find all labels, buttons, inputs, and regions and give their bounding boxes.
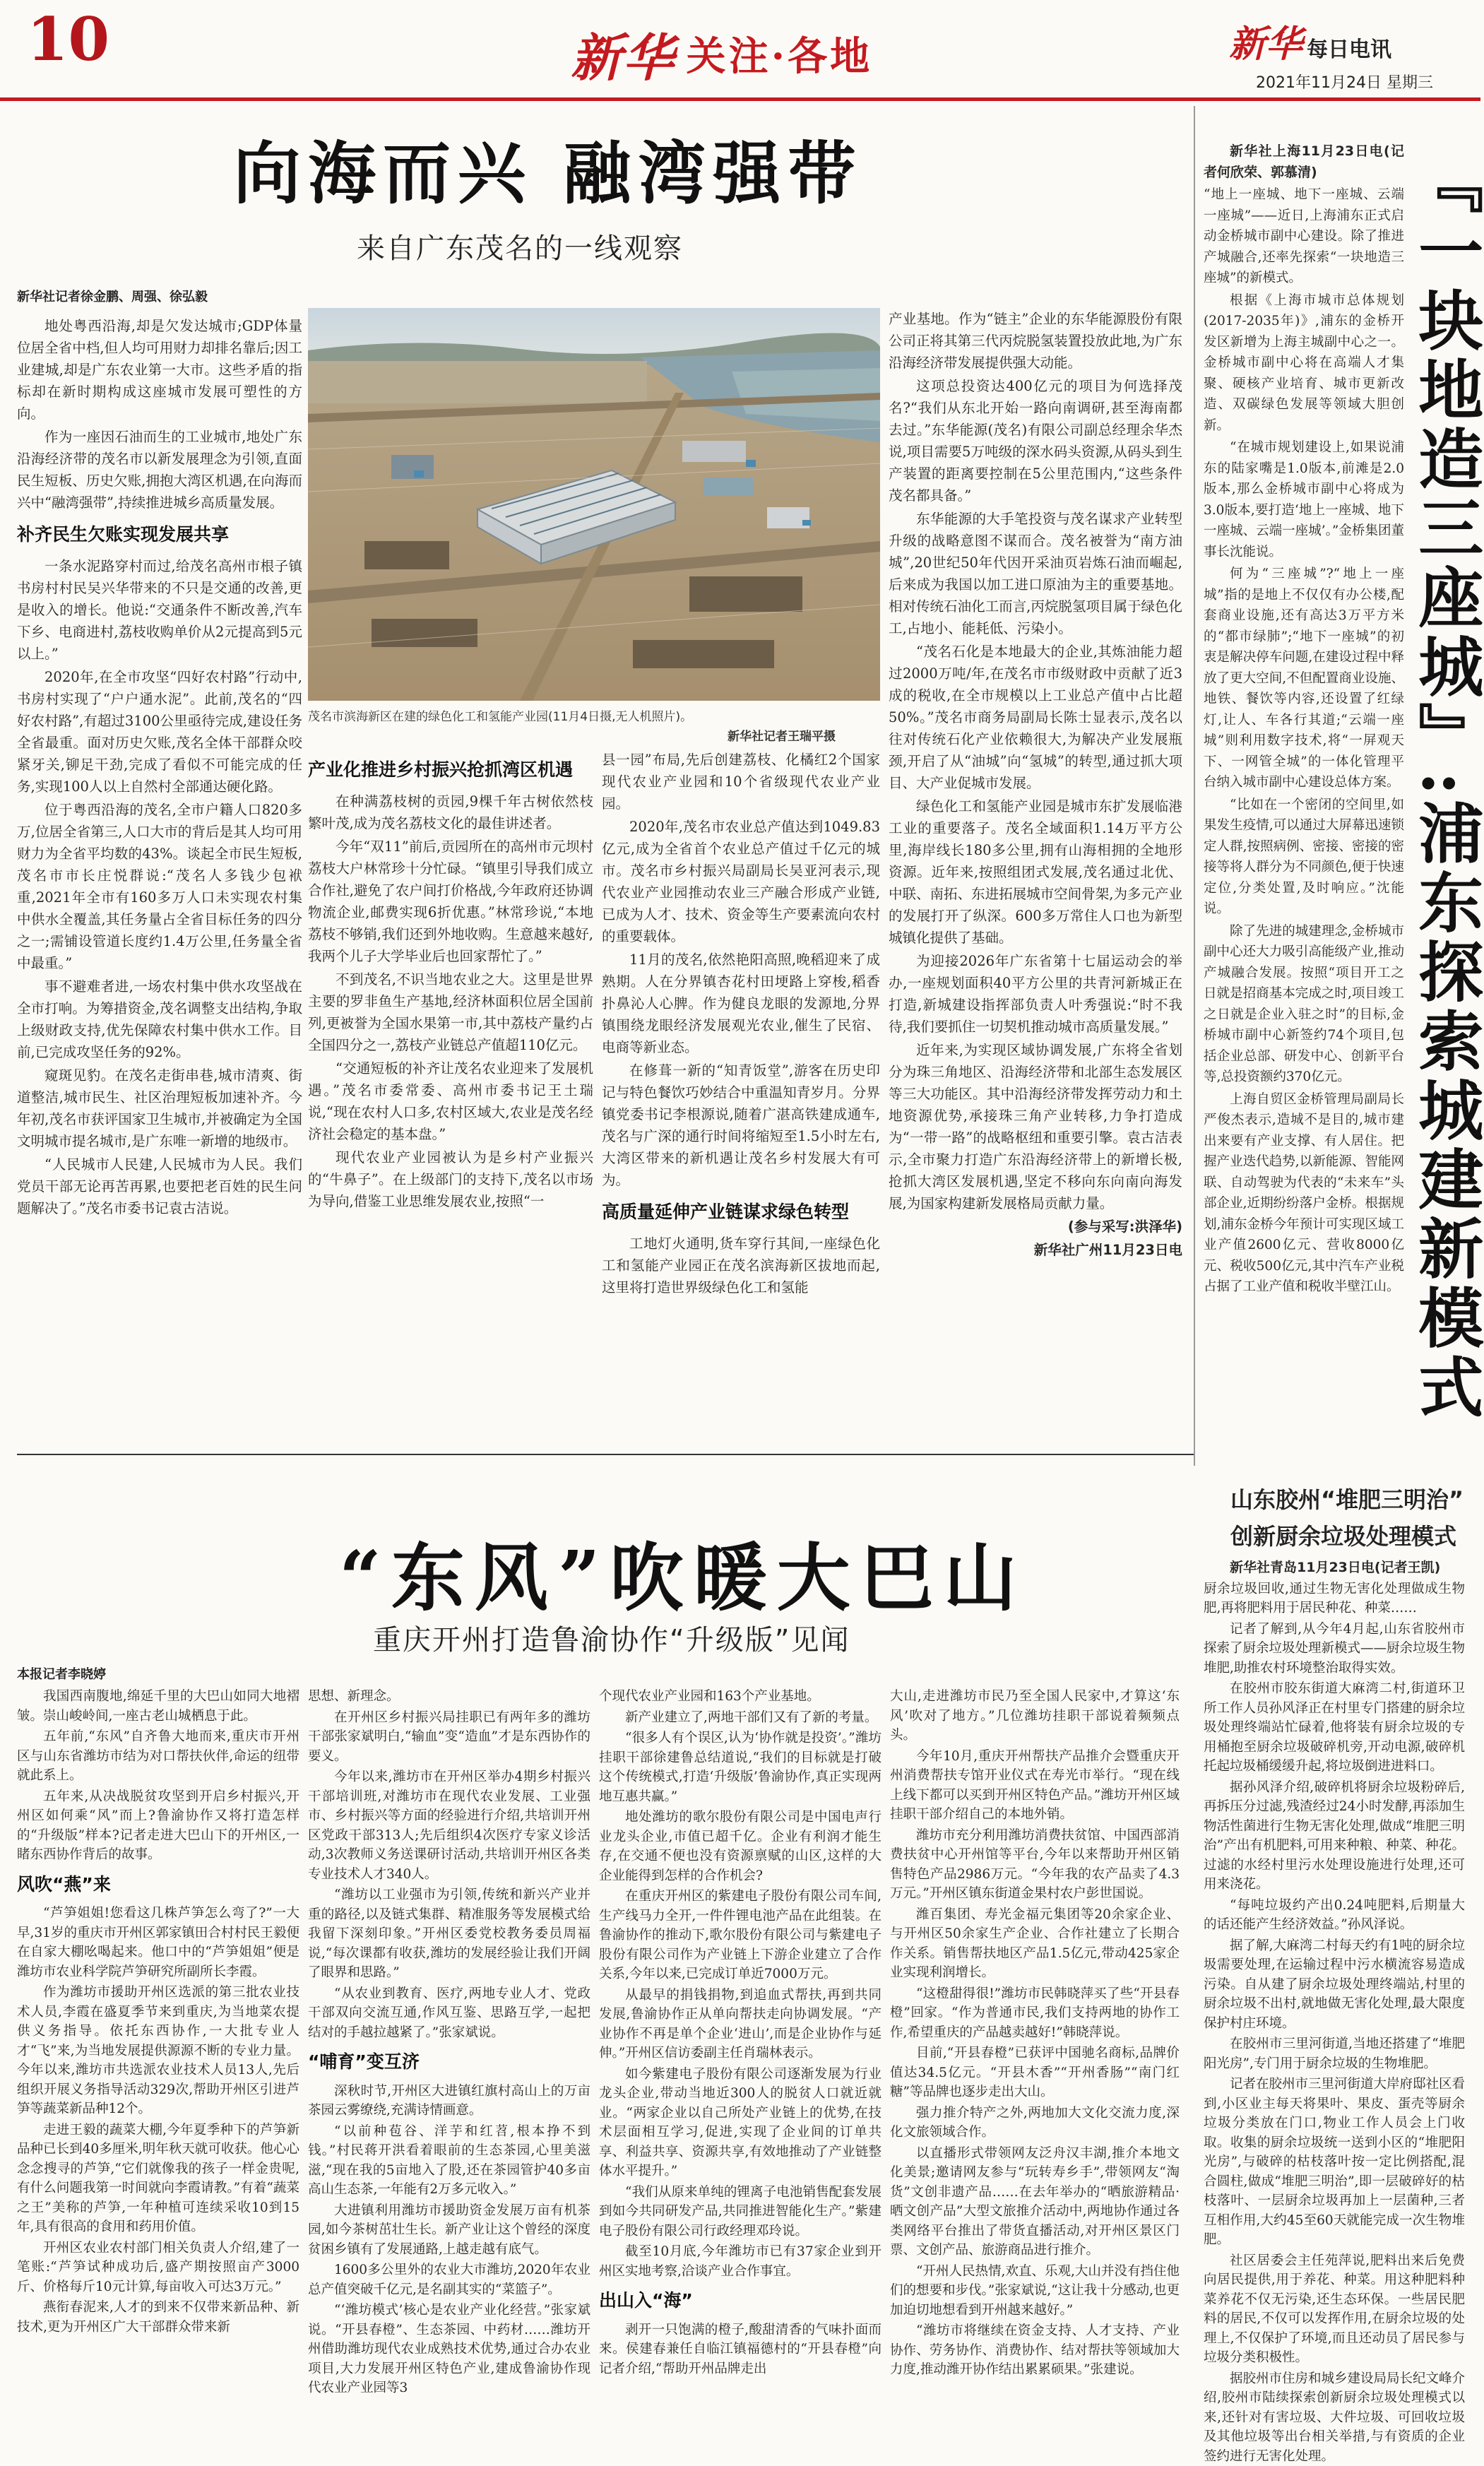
column-divider [1194,106,1195,1466]
article2-title-part1: 『一块地造三座城』: [1408,148,1484,800]
article4-title-line1: 山东胶州“堆肥三明治” [1230,1482,1464,1514]
subheading: 补齐民生欠账实现发展共享 [17,523,302,545]
subheading: 风吹“燕”来 [17,1875,299,1895]
paragraph: 不到茂名,不识当地农业之大。这里是世界主要的罗非鱼生产基地,经济林面积位居全国前列,更被誉为全国水果第一市,其中荔枝产量约占全国四分之一,荔枝产业链总产值超110亿元。 [308,968,593,1056]
paragraph: “‘潍坊模式’核心是农业产业化经营。”张家斌说。“开县春橙”、生态茶园、中药材……潍坊开州借助潍坊现代农业成熟技术优势,通过合办农业项目,大力发展开州区特色产业,建成鲁渝协作现代农业产业园等3 [308,2301,590,2398]
paragraph: 据了解,大麻湾二村每天约有1吨的厨余垃圾需要处理,在运输过程中污水横流容易造成污染。自从建了厨余垃圾处理终端站,村里的厨余垃圾不出村,就地做无害化处理,最大限度保护村庄环境。 [1204,1936,1465,2034]
photo-credit: 新华社记者王瑞平摄 [728,726,836,744]
reporter-byline: (记者何欣荣、郭慕清) [1204,143,1404,180]
article4-body [1204,1558,1465,2139]
paragraph: “在城市规划建设上,如果说浦东的陆家嘴是1.0版本,前滩是2.0版本,那么金桥城市副中心将成为3.0版本,要打造‘地上一座城、地下一座城、云端一座城’。”金桥集团董事长沈能说。 [1204,437,1404,562]
article2-dateline [1204,141,1404,183]
paragraph: 五年来,从决战脱贫攻坚到开启乡村振兴,开州区如何乘“风”而上?鲁渝协作又将打造怎样的“升级版”样本?记者走进大巴山下的开州区,一睹东西协作背后的故事。 [17,1787,299,1865]
article3-col4 [890,1687,1180,2139]
paragraph: 剥开一只饱满的橙子,酸甜清香的气味扑面而来。侯建春兼任自临江镇福德村的“开县春橙”向记者介绍,“帮助开州品牌走出 [599,2320,882,2379]
article1-subtitle: 来自广东茂名的一线观察 [357,226,683,266]
paragraph: “茂名石化是本地最大的企业,其炼油能力超过2000万吨/年,在茂名市市级财政中贡献了近3成的税收,在全市规模以上工业总产值中占比超50%。”茂名市商务局副局长陈士显表示,茂名以往对传统石化产业依赖很大,为解决产业发展瓶颈,开启了从“油城”向“氢城”的转型,通过抓大项目、大产业促城市发展。 [889,641,1182,794]
paragraph: 工地灯火通明,货车穿行其间,一座绿色化工和氢能产业园正在茂名滨海新区拔地而起,这里将打造世界级绿色化工和氢能 [602,1233,880,1298]
paragraph: 现代农业产业园被认为是乡村产业振兴的“牛鼻子”。在上级部门的支持下,茂名以市场为导向,借鉴工业思维发展农业,按照“一 [308,1146,593,1212]
paragraph: 上海自贸区金桥管理局副局长严俊杰表示,造城不是目的,城市建出来要有产业支撑、有人居住。把握产业迭代趋势,以新能源、智能网联、自动驾驶为代表的“未来车”头部企业,近期纷纷落户金桥。根据规划,浦东金桥今年预计可实现区域工业产值2600亿元、营收8000亿元、税收500亿元,其中汽车产业税占据了工业产值和税收半壁江山。 [1204,1089,1404,1298]
paragraph: 五年前,“东风”自齐鲁大地而来,重庆市开州区与山东省潍坊市结为对口帮扶伙伴,命运的纽带就此系上。 [17,1727,299,1786]
article2-title-part2: 浦东探索城建新模式 [1408,800,1484,1423]
paragraph: “芦笋姐姐!您看这几株芦笋怎么弯了?”一大早,31岁的重庆市开州区郭家镇田合村村民王毅便在自家大棚吆喝起来。他口中的“芦笋姐姐”便是潍坊市农业科学院芦笋研究所副所长李霞。 [17,1904,299,1981]
article1-col4 [889,308,1182,1445]
article4-title-line2: 创新厨余垃圾处理模式 [1230,1519,1456,1551]
paragraph: 厨余垃圾回收,通过生物无害化处理做成生物肥,再将肥料用于居民种花、种菜…… [1204,1579,1465,1618]
paragraph: 社区居委会主任苑萍说,肥料出来后免费向居民提供,用于养花、种菜。用这种肥料种菜养花不仅无污染,还生态环保。一些居民肥料的居民,不仅可以发挥作用,在厨余垃圾的处理上,不仅保护了环境,而且还动员了居民参与垃圾分类积极性。 [1204,2251,1465,2368]
section-rule [17,1454,1194,1455]
article2-title [1410,148,1481,1434]
paragraph: 位于粤西沿海的茂名,全市户籍人口820多万,位居全省第三,人口大市的背后是其人均可用财力为全省平均数的43%。谈起全市民生短板,茂名市市长庄悦群说:“茂名人多钱少包袱重,2021年全市有160多万人口未实现农村集中供水全覆盖,其任务量占全省目标任务的四分之一;需铺设管道长度约1.4万公里,任务量全省中最重。” [17,799,302,974]
paragraph: 县一园”布局,先后创建荔枝、化橘红2个国家现代农业产业园和10个省级现代农业产业园。 [602,749,880,814]
paragraph: 大山,走进潍坊市民乃至全国人民家中,才算这‘东风’吹对了地方。”几位潍坊挂职干部说着频频点头。 [890,1687,1180,1745]
paragraph: 在胶州市三里河街道,当地还搭建了“堆肥阳光房”,专门用于厨余垃圾的生物堆肥。 [1204,2034,1465,2073]
paragraph: 我国西南腹地,绵延千里的大巴山如同大地褶皱。崇山峻岭间,一座古老山城栖息于此。 [17,1687,299,1726]
paragraph: 2020年,茂名市农业总产值达到1049.83亿元,成为全省首个农业总产值过千亿元的城市。茂名市乡村振兴局副局长吴亚河表示,现代农业产业园推动农业三产融合形成产业链,已成为人才、技术、资金等生产要素流向农村的重要载体。 [602,816,880,947]
paragraph: 地处粤西沿海,却是欠发达城市;GDP体量位居全省中档,但人均可用财力却排名靠后;因工业建城,却是广东农业第一大市。这些矛盾的指标却在新时期构成这座城市发展可塑性的方向。 [17,315,302,425]
paragraph: 这项总投资达400亿元的项目为何选择茂名?“我们从东北开始一路向南调研,甚至海南都去过。”东华能源(茂名)有限公司副总经理余华杰说,项目需要5万吨级的深水码头资源,从码头到生产装置的距离要控制在5公里范围内,“这些条件茂名都具备。” [889,375,1182,506]
paragraph: 深秋时节,开州区大进镇红旗村高山上的万亩茶园云雾缭绕,充满诗情画意。 [308,2082,590,2121]
paragraph: 潍百集团、寿光金福元集团等20余家企业、与开州区50余家生产企业、合作社建立了长期合作关系。销售帮扶地区产品1.5亿元,带动425家企业实现利润增长。 [890,1905,1180,1983]
paragraph: 地处潍坊的歌尔股份有限公司是中国电声行业龙头企业,市值已超千亿。企业有利润才能生存,在交通不便也没有资源禀赋的山区,这样的大企业能得到怎样的合作机会? [599,1808,882,1885]
paragraph: 一条水泥路穿村而过,给茂名高州市根子镇书房村村民吴兴华带来的不只是交通的改善,更是收入的增长。他说:“交通条件不断改善,汽车下乡、电商进村,荔枝收购单价从2元提高到5元以上。” [17,555,302,665]
paragraph: 思想、新理念。 [308,1687,590,1707]
subheading: 出山入“海” [599,2291,882,2311]
paragraph: 为迎接2026年广东省第十七届运动会的举办,一座规划面积40平方公里的共青河新城正在打造,新城建设指挥部负责人叶秀强说:“时不我待,我们要抓住一切契机推动城市高质量发展。” [889,950,1182,1038]
paragraph: 据孙风泽介绍,破碎机将厨余垃圾粉碎后,再拆压分过滤,残渣经过24小时发酵,再添加生物活性菌进行生物无害化处理,做成“堆肥三明治”产出有机肥料,可用来种粮、种菜、种花。过滤的水经村里污水处理设施进行处理,还可用来浇花。 [1204,1778,1465,1895]
paragraph: “以前种苞谷、洋芋和红苕,根本挣不到钱。”村民蒋开洪看着眼前的生态茶园,心里美滋滋,“现在我的5亩地入了股,还在茶园管护40多亩高山生态茶,一年能有2万多元收入。” [308,2122,590,2200]
paragraph: “交通短板的补齐让茂名农业迎来了发展机遇。”茂名市委常委、高州市委书记王土瑞说,“现在农村人口多,农村区域大,农业是茂名经济社会稳定的基本盘。” [308,1057,593,1145]
paragraph: 目前,“开县春橙”已获评中国驰名商标,品牌价值达34.5亿元。“开县木香”“开州香肠”“南门红糖”等品牌也逐步走出大山。 [890,2044,1180,2102]
xinhua-logo-small: 新华 [1229,23,1302,66]
paragraph: 2020年,在全市攻坚“四好农村路”行动中,书房村实现了“户户通水泥”。此前,茂名的“四好农村路”,有超过3100公里亟待完成,建设任务全省最重。面对历史欠账,茂名全体干部群众咬紧牙关,铆足干劲,完成了看似不可能完成的任务,实现100人以上自然村全部通达硬化路。 [17,666,302,798]
subheading: “哺育”变互济 [308,2052,590,2072]
paragraph: 今年10月,重庆开州帮扶产品推介会暨重庆开州消费帮扶专馆开业仪式在寿光市举行。“现在线上线下都可以买到开州区特色产品。”潍坊开州区域挂职干部介绍自己的本地外销。 [890,1747,1180,1825]
article-credit: (参与采写:洪泽华) [889,1216,1182,1238]
article-credit: 新华社广州11月23日电 [889,1239,1182,1261]
article3-col1 [17,1687,299,2139]
paragraph: 在开州区乡村振兴局挂职已有两年多的潍坊干部张家斌明白,“输血”变“造血”才是东西协作的要义。 [308,1708,590,1767]
paragraph: 今年“双11”前后,贡园所在的高州市元坝村荔枝大户林常珍十分忙碌。“镇里引导我们成立合作社,避免了农户间打价格战,今年政府还协调物流企业,邮费实现6折优惠。”林常珍说,“本地荔枝不够销,我们还到外地收购。生意越来越好,我两个儿子大学毕业后也回家帮忙了。” [308,836,593,967]
paragraph: “潍坊以工业强市为引领,传统和新兴产业并重的路径,以及链式集群、精准服务等发展模式给我留下深刻印象。”开州区委党校教务委员周福说,“每次课都有收获,潍坊的发展经验让我们开阔了眼界和思路。” [308,1885,590,1983]
reporter-byline: (记者王凯) [1375,1560,1440,1575]
paragraph: “我们从原来单纯的锂离子电池销售配套发展到如今共同研发产品,共同推进智能化生产。”紫建电子股份有限公司行政经理邓玲说。 [599,2183,882,2241]
masthead-rule [0,97,1480,101]
paragraph: 在种满荔枝树的贡园,9棵千年古树依然枝繁叶茂,成为茂名荔枝文化的最佳讲述者。 [308,790,593,834]
paper-name [1229,14,1391,67]
paragraph: 11月的茂名,依然艳阳高照,晚稻迎来了成熟期。人在分界镇杏花村田埂路上穿梭,稻香扑鼻沁人心脾。作为健良龙眼的发源地,分界镇围绕龙眼经济发展观光农业,催生了民宿、电商等新业态。 [602,949,880,1058]
article1-byline: 新华社记者徐金鹏、周强、徐弘毅 [17,287,208,305]
paragraph: 根据《上海市城市总体规划(2017-2035年)》,浦东的金桥开发区新增为上海主城副中心之一。金桥城市副中心将在高端人才集聚、硬核产业培育、城市更新改造、双碳绿色发展等领域大胆创新。 [1204,290,1404,437]
article4-dateline [1204,1558,1465,1578]
paragraph: 记者在胶州市三里河街道大岸府邸社区看到,小区业主每天将果叶、果皮、蛋壳等厨余垃圾分类放在门口,物业工作人员会上门收取。收集的厨余垃圾统一送到小区的“堆肥阳光房”,与破碎的枯枝落叶按一定比例搭配,混合圆柱,做成“堆肥三明治”,即一层破碎好的枯枝落叶、一层厨余垃圾再加上一层菌种,三者互相作用,大约45至60天就能完成一次生物堆肥。 [1204,2075,1465,2250]
dateline: 新华社青岛11月23日电 [1230,1560,1375,1575]
page-number: 10 [27,10,109,69]
paragraph: “从农业到教育、医疗,两地专业人才、党政干部双向交流互通,作风互鉴、思路互学,一起把结对的手越拉越紧了。”张家斌说。 [308,1984,590,2043]
paragraph: 1600多公里外的农业大市潍坊,2020年农业总产值突破千亿元,是名副其实的“菜篮子”。 [308,2260,590,2299]
paragraph: 截至10月底,今年潍坊市已有37家企业到开州区实地考察,洽谈产业合作事宜。 [599,2242,882,2281]
article1-photo [308,308,880,701]
paragraph: 今年以来,潍坊市在开州区举办4期乡村振兴干部培训班,对潍坊市在现代农业发展、工业强市、乡村振兴等方面的经验进行介绍,共培训开州区党政干部313人;先后组织4次医疗专家义诊活动,3次教师义务送课研讨活动,共培训开州区各类专业技术人才340人。 [308,1767,590,1884]
paragraph: 何为“三座城”?“地上一座城”指的是地上不仅仅有办公楼,配套商业设施,还有高达3万平方米的“都市绿肺”;“地下一座城”的初衷是解决停车问题,在建设过程中释放了更大空间,不但配置商业设施、地铁、餐饮等内容,还设置了红绿灯,让人、车各行其道;“云端一座城”则利用数字技术,将“一屏观天下、一网管全城”的一体化管理平台纳入城市副中心建设总体方案。 [1204,564,1404,793]
paragraph: 绿色化工和氢能产业园是城市东扩发展临港工业的重要落子。茂名全域面积1.14万平方公里,海岸线长180多公里,拥有山海相拥的全地形资源。近年来,按照组团式发展,茂名通过北优、中联、南拓、东进拓展城市空间骨架,为多元产业的发展打开了纵深。600多万常住人口也为新型城镇化提供了基础。 [889,795,1182,949]
xinhua-logo: 新华 [571,28,675,88]
paragraph: 在重庆开州区的紫建电子股份有限公司车间,生产线马力全开,一件件锂电池产品在此组装。在鲁渝协作的推动下,歌尔股份有限公司与紫建电子股份有限公司作为产业链上下游企业建立了合作关系,今年以来,已完成订单近7000万元。 [599,1887,882,1984]
paragraph: 近年来,为实现区域协调发展,广东将全省划分为珠三角地区、沿海经济带和北部生态发展区等三大功能区。其中沿海经济带发挥劳动力和土地资源优势,承接珠三角产业转移,力争打造成为“一带一路”的战略枢纽和重要引擎。袁古洁表示,全市聚力打造广东沿海经济带上的新增长极,抢抓大湾区发展机遇,坚定不移向东向南向海发展,为国家构建新发展格局贡献力量。 [889,1039,1182,1214]
paragraph: “人民城市人民建,人民城市为人民。我们党员干部无论再苦再累,也要把老百姓的民生问题解决了。”茂名市委书记袁古洁说。 [17,1154,302,1219]
paragraph: “比如在一个密闭的空间里,如果发生疫情,可以通过大屏幕迅速锁定人群,按照病例、密接、密接的密接等将人群分为不同颜色,便于快速定位,分类处置,及时响应。”沈能说。 [1204,795,1404,920]
article3-byline: 本报记者李晓婷 [17,1664,106,1683]
article1-col1 [17,315,302,1438]
paragraph: 如今紫建电子股份有限公司逐渐发展为行业龙头企业,带动当地近300人的脱贫人口就近就业。“两家企业以自己所处产业链上的优势,在技术层面相互学习,促进,实现了企业间的订单共享、利益共享、资源共享,有效地推动了产业链整体水平提升。” [599,2065,882,2181]
paragraph: 以直播形式带领网友泛舟汉丰湖,推介本地文化美景;邀请网友参与“玩转寿乡手”,带领网友“淘货”文创非遗产品……在去年举办的“晒旅游精品·晒文创产品”大型文旅推介活动中,两地协作通过各类网络平台推出了带货直播活动,对开州区景区门票、文创产品、旅游商品进行推介。 [890,2144,1180,2260]
paper-name-text: 每日电讯 [1307,37,1391,62]
paragraph: 新产业建立了,两地干部们又有了新的考量。 [599,1708,882,1728]
paragraph: 窥斑见豹。在茂名走街串巷,城市清爽、街道整洁,城市民生、社区治理短板加速补齐。今年初,茂名市获评国家卫生城市,并被确定为全国文明城市提名城市,是广东唯一新增的地级市。 [17,1065,302,1152]
industrial-park-aerial-photo [308,308,880,701]
article3-col3 [599,1687,882,2139]
article1-col3 [602,749,880,1438]
paragraph: 强力推介特产之外,两地加大文化交流力度,深化文旅领域合作。 [890,2104,1180,2142]
paragraph: 走进王毅的蔬菜大棚,今年夏季种下的芦笋新品种已长到40多厘米,明年秋天就可收获。他心心念念搜寻的芦笋,“它们就像我的孩子一样金贵呢,有什么问题我第一时间就向李霞请教。”有着“蔬菜之王”美称的芦笋,一年种植可连续采收10到15年,具有很高的食用和药用价值。 [17,2121,299,2237]
article3-subtitle: 重庆开州打造鲁渝协作“升级版”见闻 [373,1618,850,1658]
paragraph: 作为一座因石油而生的工业城市,地处广东沿海经济带的茂名市以新发展理念为引领,直面民生短板、历史欠账,拥抱大湾区机遇,在向海而兴中“融湾强带”,持续推进城乡高质量发展。 [17,426,302,514]
paragraph: “很多人有个误区,认为‘协作就是投资’。”潍坊挂职干部徐建鲁总结道说,“我们的目标就是打破这个传统模式,打造‘升级版’鲁渝协作,真正实现两地互惠共赢。” [599,1729,882,1806]
issue-date: 2021年11月24日 星期三 [1256,71,1433,93]
paragraph: 个现代农业产业园和163个产业基地。 [599,1687,882,1707]
paragraph: 在修葺一新的“知青饭堂”,游客在历史印记与特色餐饮巧妙结合中重温知青岁月。分界镇党委书记李根源说,随着广湛高铁建成通车,茂名与广深的通行时间将缩短至1.5小时左右,大湾区带来的新机遇让茂名乡村发展大有可为。 [602,1060,880,1191]
paragraph: “地上一座城、地下一座城、云端一座城”——近日,上海浦东正式启动金桥城市副中心建设。除了推进产城融合,还率先探索“一块地造三座城”的新模式。 [1204,184,1404,289]
section-header [571,17,872,90]
paragraph: 产业基地。作为“链主”企业的东华能源股份有限公司正将其第三代丙烷脱氢装置投放此地,为广东沿海经济带发展提供强大动能。 [889,308,1182,374]
article3-col2 [308,1687,590,2139]
section-title: 关注·各地 [687,33,873,80]
paragraph: 潍坊市充分利用潍坊消费扶贫馆、中国西部消费扶贫中心开州馆等平台,今年以来帮助开州区销售特色产品2986万元。“今年我的农产品卖了4.3万元。”开州区镇东街道金果村农户彭世国说。 [890,1826,1180,1904]
paragraph: “每吨垃圾约产出0.24吨肥料,后期量大的话还能产生经济效益。”孙风泽说。 [1204,1896,1465,1935]
article1-title: 向海而兴 融湾强带 [233,120,862,217]
paragraph: 据胶州市住房和城乡建设局局长纪文峰介绍,胶州市陆续探索创新厨余垃圾处理模式以来,还针对有害垃圾、大件垃圾、可回收垃圾及其他垃圾等出台相关举措,与有资质的企业签约进行无害化处理。 [1204,2369,1465,2466]
paragraph: 开州区农业农村部门相关负责人介绍,建了一笔账:“芦笋试种成功后,盛产期按照亩产3000斤、价格每斤10元计算,每亩收入可达3万元。” [17,2239,299,2297]
subheading: 产业化推进乡村振兴抢抓湾区机遇 [308,759,593,781]
paragraph: 大进镇利用潍坊市援助资金发展万亩有机茶园,如今茶树茁壮生长。新产业让这个曾经的深度贫困乡镇有了发展通路,上越走越有底气。 [308,2201,590,2260]
paragraph: 事不避难者进,一场农村集中供水攻坚战在全市打响。为筹措资金,茂名调整支出结构,争取上级财政支持,优先保障农村集中供水工作。目前,已完成攻坚任务的92%。 [17,976,302,1063]
paragraph: 燕衔春泥来,人才的到来不仅带来新品种、新技术,更为开州区广大干部群众带来新 [17,2298,299,2337]
article3-title: “东风”吹暖大巴山 [339,1519,1027,1625]
paragraph: 在胶州市胶东街道大麻湾二村,街道环卫所工作人员孙风泽正在村里专门搭建的厨余垃圾处理终端站忙碌着,他将装有厨余垃圾的专用桶抱至厨余垃圾破碎机旁,开动电源,破碎机托起垃圾桶缓缓升起,将垃圾倒进进料口。 [1204,1679,1465,1777]
paragraph: 除了先进的城建理念,金桥城市副中心还大力吸引高能级产业,推动产城融合发展。按照“项目开工之日就是招商基本完成之时,项目竣工之日就是企业入驻之时”的目标,金桥城市副中心新签约74个项目,包括企业总部、研发中心、创新平台等,总投资额约370亿元。 [1204,921,1404,1088]
paragraph: 东华能源的大手笔投资与茂名谋求产业转型升级的战略意图不谋而合。茂名被誉为“南方油城”,20世纪50年代因开采油页岩炼石油而崛起,后来成为我国以加工进口原油为主的重要基地。相对传统石油化工而言,丙烷脱氢项目属于绿色化工,占地小、能耗低、污染小。 [889,508,1182,639]
paragraph: 从最早的捐钱捐物,到追血式帮扶,再到共同发展,鲁渝协作正从单向帮扶走向协调发展。“产业协作不再是单个企业‘进山’,而是企业协作与延伸。”开州区信访委副主任肖瑞林表示。 [599,1986,882,2063]
paragraph: “开州人民热情,欢直、乐观,大山并没有挡住他们的想要和步伐。”张家斌说,“这让我十分感动,也更加迫切地想看到开州越来越好。” [890,2262,1180,2320]
subheading: 高质量延伸产业链谋求绿色转型 [602,1201,880,1223]
photo-caption: 茂名市滨海新区在建的绿色化工和氢能产业园(11月4日摄,无人机照片)。 [308,706,880,724]
dateline: 新华社上海11月23日电 [1230,143,1384,159]
paragraph: “这橙甜得很!”潍坊市民韩晓萍买了些“开县春橙”回家。“作为普通市民,我们支持两地的协作工作,希望重庆的产品越卖越好!”韩晓萍说。 [890,1984,1180,2043]
article2-body [1204,141,1404,1441]
paragraph: 作为潍坊市援助开州区选派的第三批农业技术人员,李霞在盛夏季节来到重庆,为当地菜农提供义务指导。依托东西协作,一大批专业人才“飞”来,为当地发展提供源源不断的专业力量。今年以来,潍坊市共选派农业技术人员13人,先后组织开展义务指导活动329次,帮助开州区引进芦笋等蔬菜新品种12个。 [17,1983,299,2119]
article1-col2 [308,749,593,1438]
paragraph: “潍坊市将继续在资金支持、人才支持、产业协作、劳务协作、消费协作、结对帮扶等领域加大力度,推动潍开协作结出累累硕果。”张建说。 [890,2321,1180,2380]
paragraph: 记者了解到,从今年4月起,山东省胶州市探索了厨余垃圾处理新模式——厨余垃圾生物堆肥,助推农村环境整治取得实效。 [1204,1620,1465,1678]
